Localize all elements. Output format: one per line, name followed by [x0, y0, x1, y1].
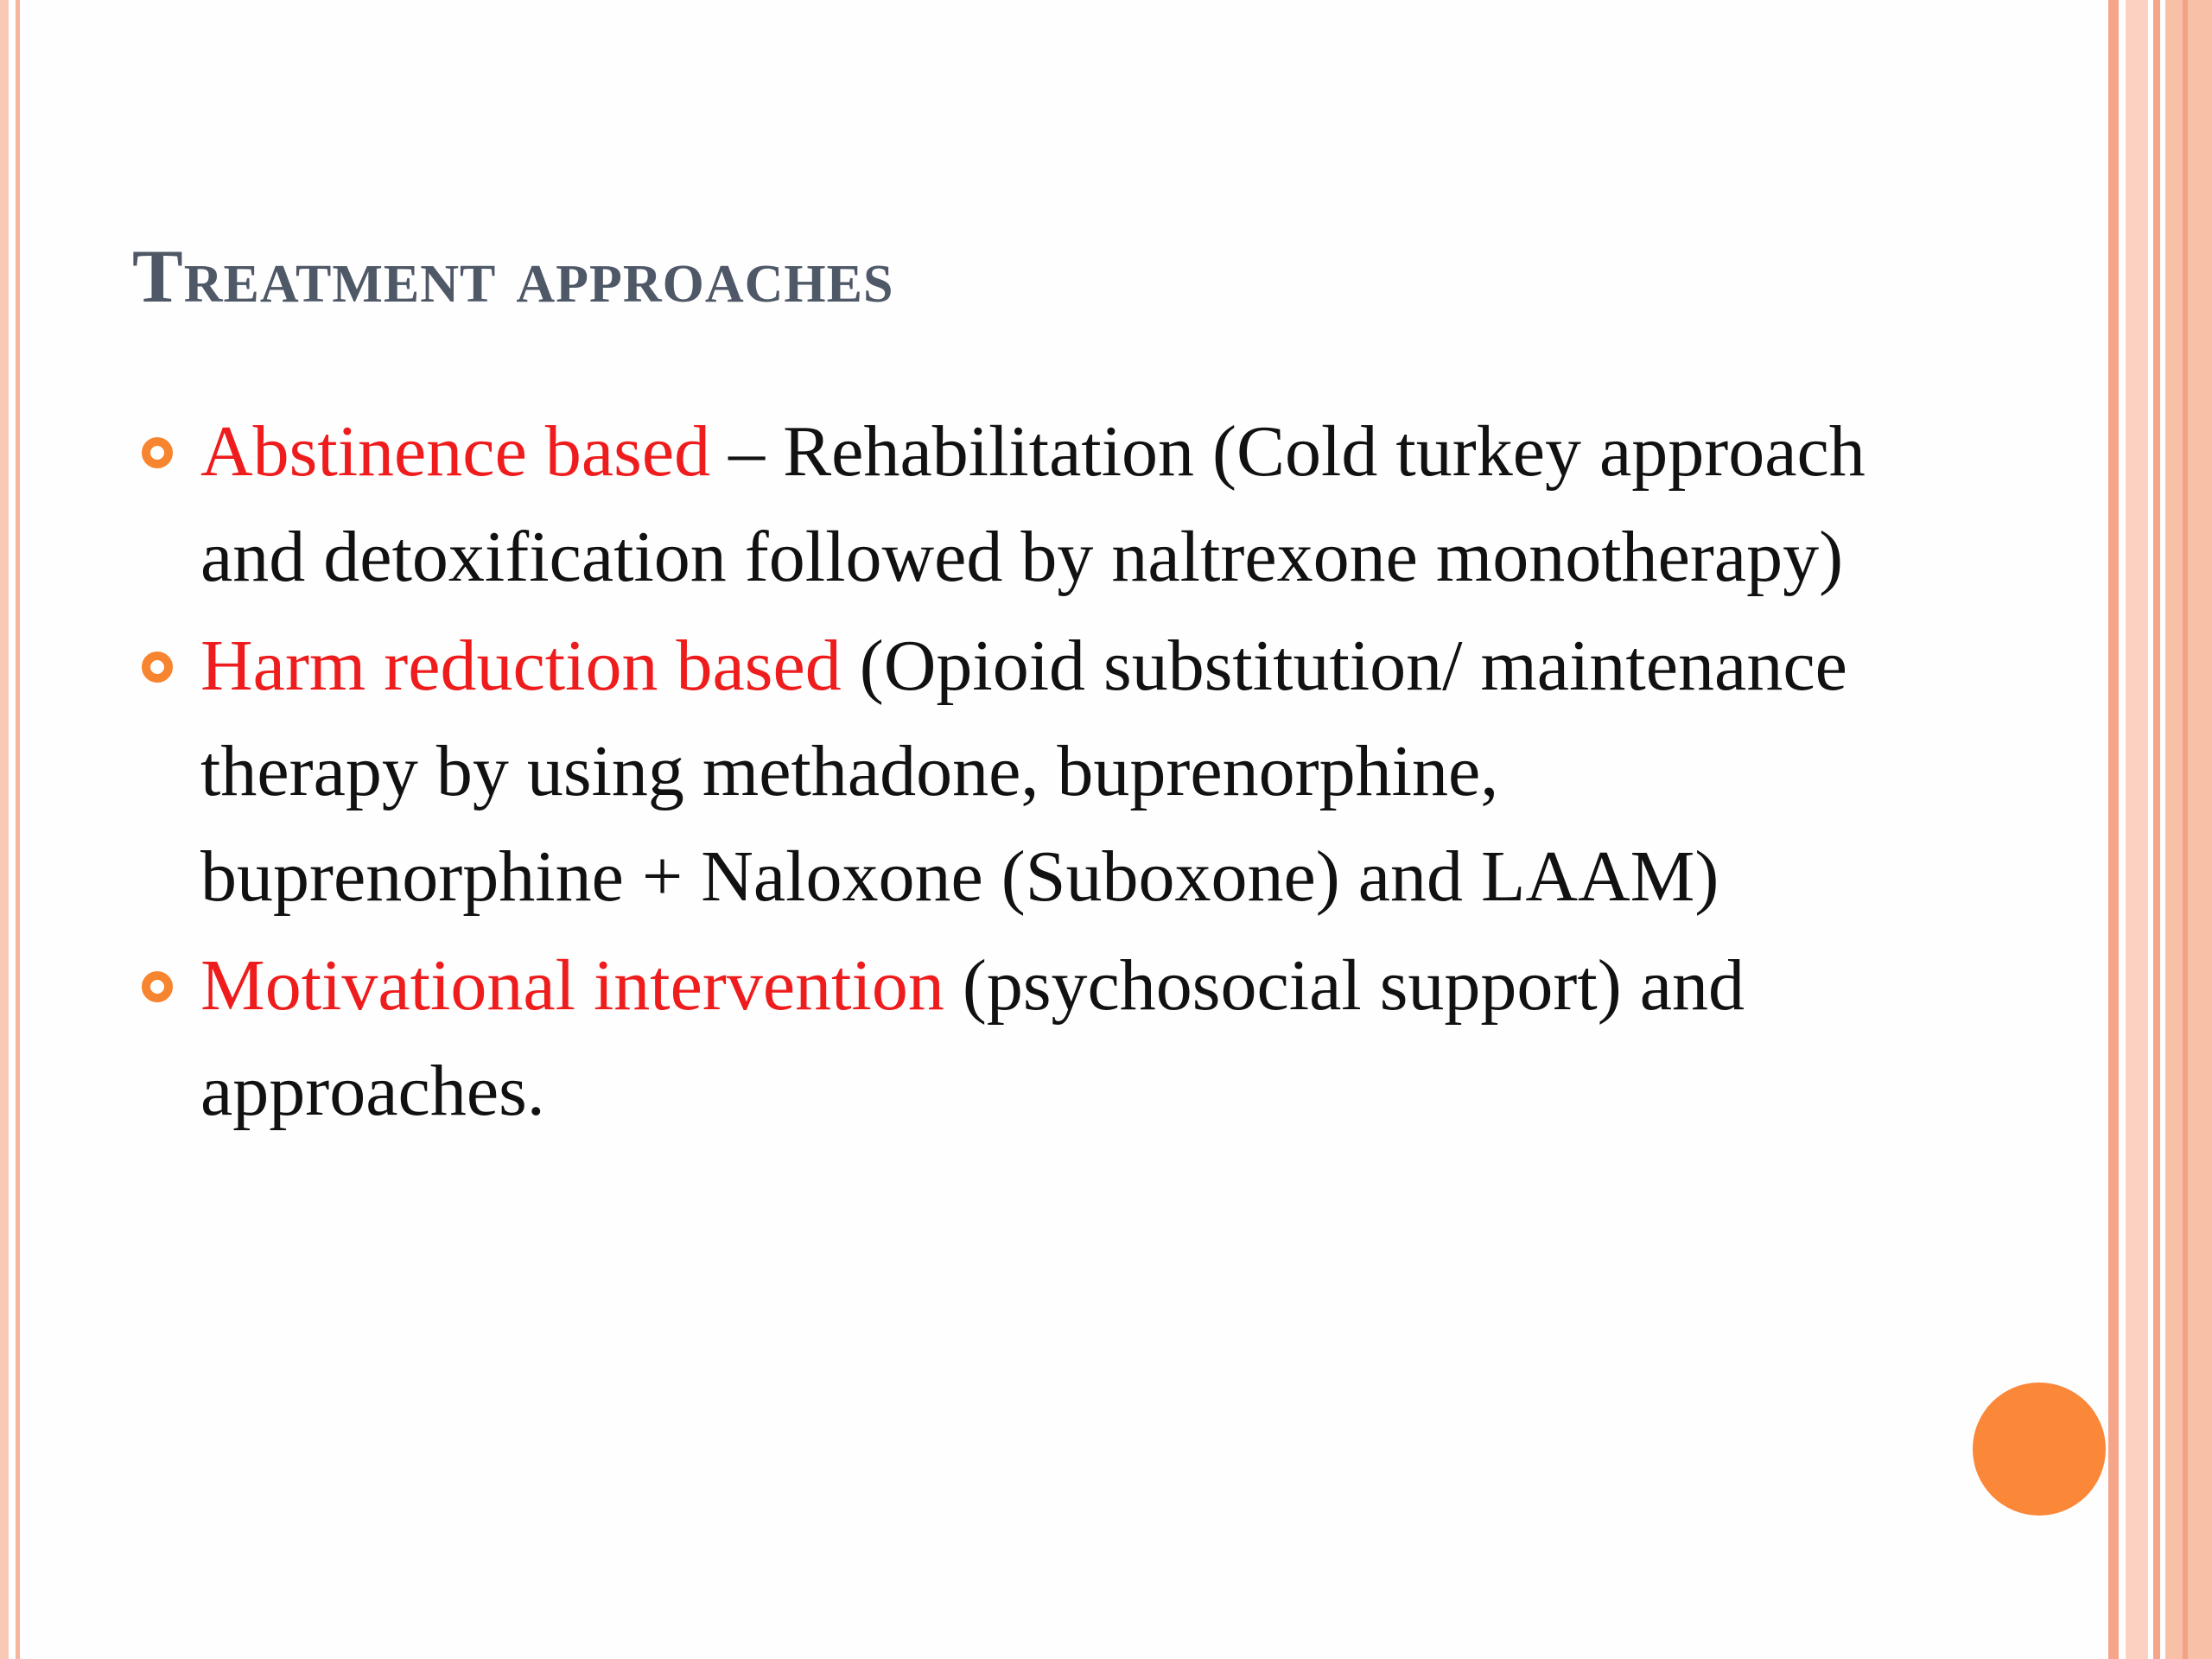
right-border-stripe	[2183, 0, 2188, 1659]
bullet-list	[138, 399, 1866, 1144]
bullet-text: – Rehabilitation (Cold turkey approach and detoxification followed by naltrexone monotherapy)	[200, 411, 1866, 597]
circle-bullet-icon	[142, 437, 173, 468]
circle-bullet-icon	[142, 971, 173, 1002]
circle-bullet-icon	[142, 652, 173, 683]
bullet-highlight: Abstinence based	[200, 411, 711, 492]
right-border-band	[2165, 0, 2212, 1659]
decorative-circle	[1973, 1382, 2106, 1516]
bullet-text: (Opioid substitution/ maintenance therapy by using methadone, buprenorphine, buprenorphine + Naloxone (Suboxone) and LAAM)	[200, 626, 1847, 917]
bullet-item-abstinence	[138, 399, 1866, 610]
bullet-highlight: Harm reduction based	[200, 626, 842, 706]
left-border-stripe-inner	[16, 0, 20, 1659]
bullet-item-motivational	[138, 933, 1866, 1144]
left-border-stripe	[0, 0, 9, 1659]
right-border-band	[2126, 0, 2148, 1659]
bullet-item-harm-reduction	[138, 613, 1866, 930]
right-border-stripe	[2108, 0, 2119, 1659]
right-border-stripe	[2153, 0, 2160, 1659]
bullet-text: (psychosocial support) and approaches.	[200, 945, 1745, 1131]
bullet-highlight: Motivational intervention	[200, 945, 944, 1026]
slide-title: Treatment approaches	[132, 235, 894, 319]
